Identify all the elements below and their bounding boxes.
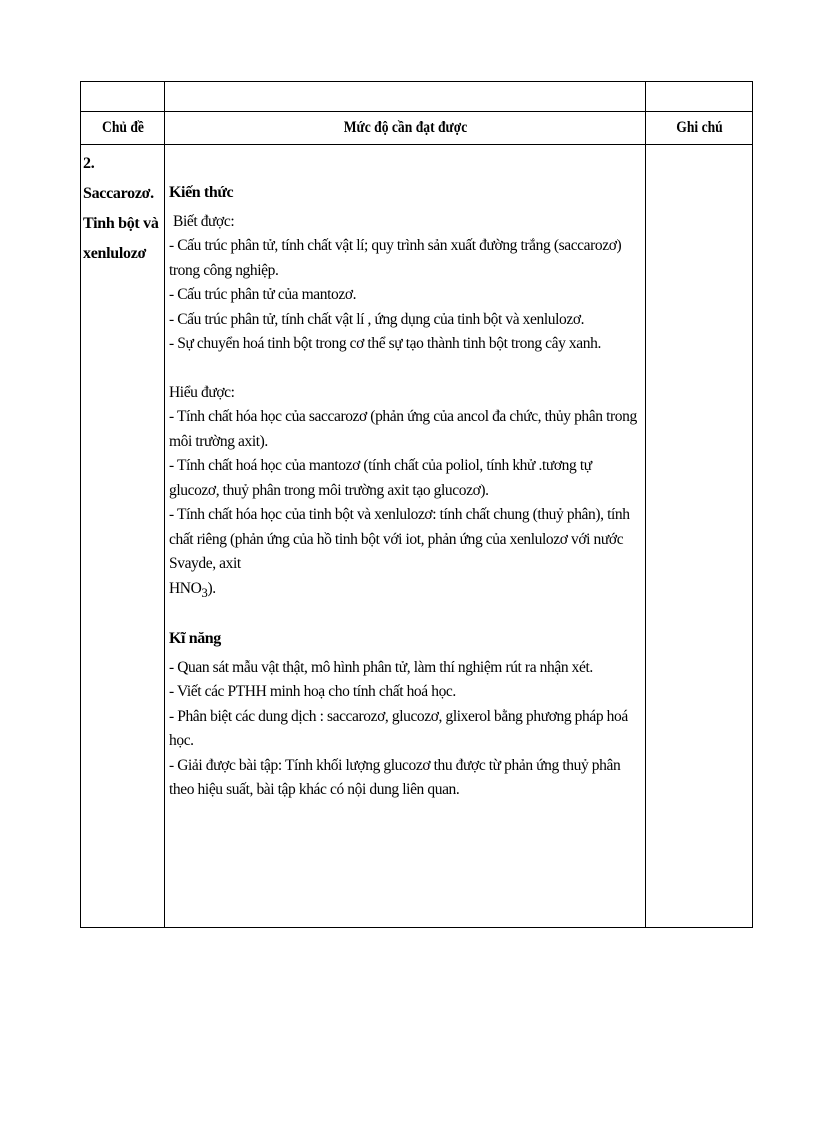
- note-cell: [646, 145, 753, 928]
- topic-line: 2.: [83, 155, 95, 172]
- topic-line: Tinh bột và: [83, 215, 159, 232]
- topic-text: [81, 145, 164, 269]
- skill-item: - Giải được bài tập: Tính khối lượng glucozơ thu được từ phản ứng thuỷ phân theo hiệu suất, bài tập khác có nội dung liên quan.: [169, 756, 621, 799]
- skill-item: - Viết các PTHH minh hoạ cho tính chất hoá học.: [169, 683, 456, 701]
- content-row: [81, 145, 753, 928]
- skill-item: - Quan sát mẫu vật thật, mô hình phân tử, làm thí nghiệm rút ra nhận xét.: [169, 658, 593, 676]
- content-cell: [165, 145, 646, 928]
- topic-line: Saccarozơ.: [83, 185, 154, 202]
- blank-cell: [165, 82, 646, 112]
- skills-heading: Kĩ năng: [169, 630, 221, 648]
- topic-line: xenlulozơ: [83, 245, 147, 262]
- know-label: Biết được:: [173, 212, 235, 230]
- blank-cell: [646, 82, 753, 112]
- know-item: - Sự chuyển hoá tinh bột trong cơ thể sự tạo thành tinh bột trong cây xanh.: [169, 335, 601, 352]
- header-level: Mức độ cần đạt được: [201, 112, 610, 145]
- understand-item: - Tính chất hóa học của saccarozơ (phản ứng của ancol đa chức, thủy phân trong môi trường axit).: [169, 408, 637, 450]
- knowledge-heading: Kiến thức: [169, 184, 234, 201]
- know-item: - Cấu trúc phân tử, tính chất vật lí; quy trình sản xuất đường trắng (saccarozơ) trong công nghiệp.: [169, 237, 622, 279]
- understand-item: - Tính chất hóa học của tinh bột và xenlulozơ: tính chất chung (thuỷ phân), tính chất riêng (phản ứng của hồ tinh bột với iot, phản ứng của xenlulozơ với nước Svayde, axit: [169, 506, 630, 572]
- curriculum-table: [80, 81, 753, 928]
- understand-item: - Tính chất hoá học của mantozơ (tính chất của poliol, tính khử .tương tự glucozơ, thuỷ phân trong môi trường axit tạo glucozơ).: [169, 457, 592, 499]
- understand-item-tail: $HNO_3$).: [169, 579, 216, 600]
- know-item: - Cấu trúc phân tử, tính chất vật lí , ứng dụng của tinh bột và xenlulozơ.: [169, 310, 585, 328]
- know-item: - Cấu trúc phân tử của mantozơ.: [169, 286, 357, 303]
- header-row: [81, 112, 753, 145]
- header-note: Ghi chú: [654, 112, 745, 145]
- topic-cell: [81, 145, 165, 928]
- blank-row: [81, 82, 753, 112]
- blank-cell: [81, 82, 165, 112]
- understand-label: Hiểu được:: [169, 383, 235, 401]
- header-topic: Chủ đề: [87, 112, 158, 145]
- skill-item: - Phân biệt các dung dịch : saccarozơ, glucozơ, glixerol bằng phương pháp hoá học.: [169, 707, 628, 750]
